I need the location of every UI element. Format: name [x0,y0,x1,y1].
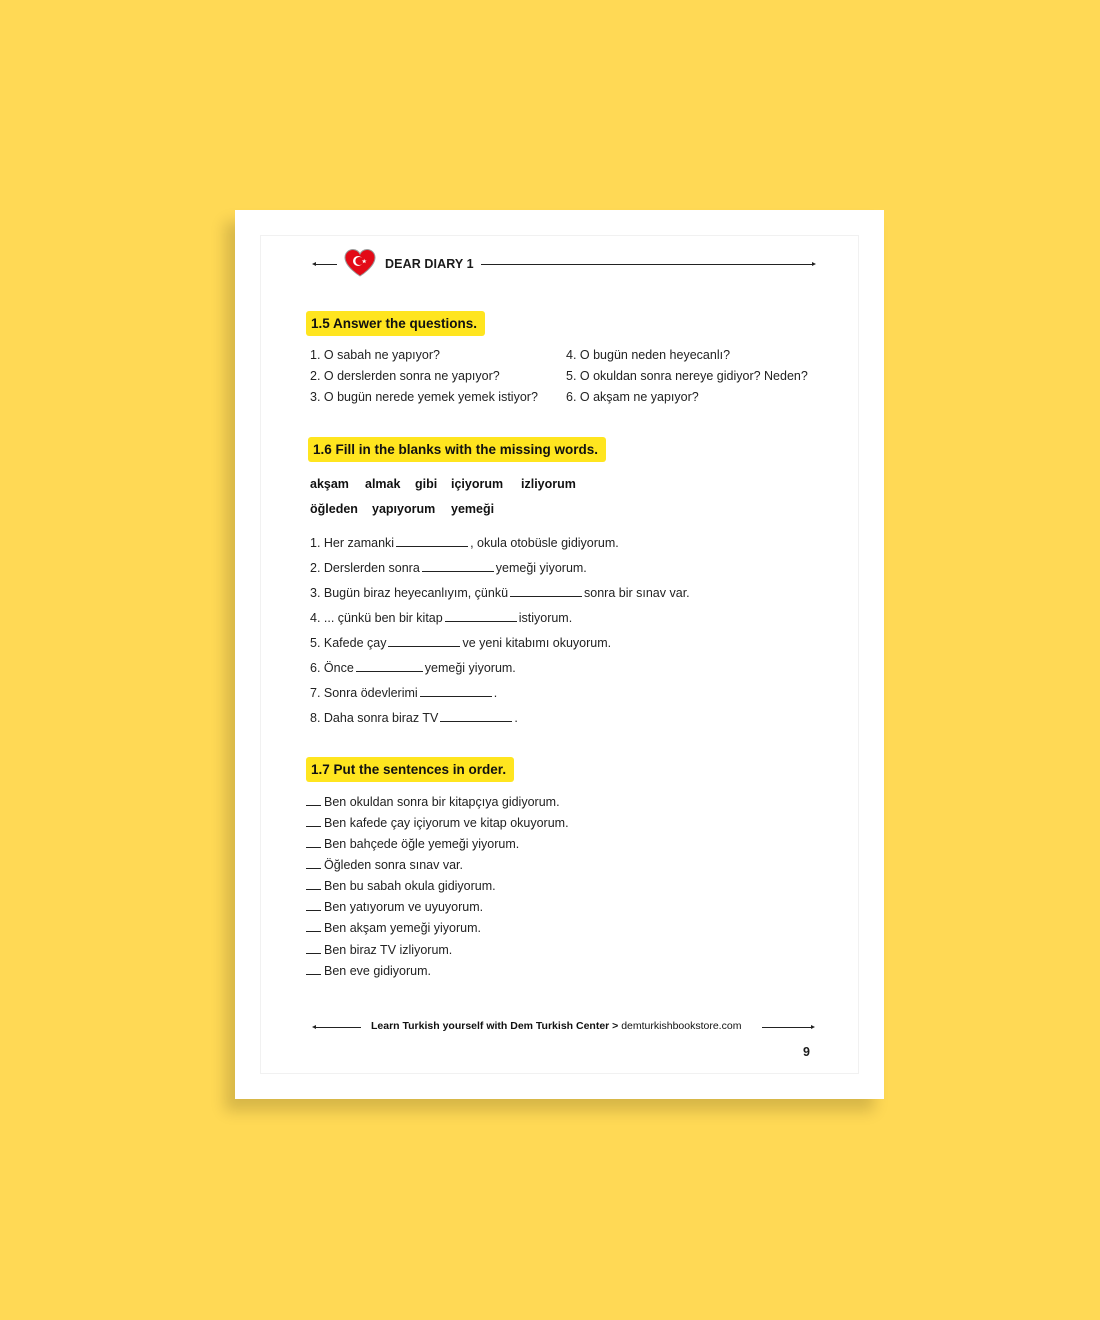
answer-blank[interactable] [356,671,423,672]
fill-sentence-6: 6. Önce yemeği yiyorum. [310,661,516,675]
order-blank[interactable] [306,868,321,869]
order-blank[interactable] [306,889,321,890]
fill-sentence-7: 7. Sonra ödevlerimi . [310,686,498,700]
order-sentence-2: Ben kafede çay içiyorum ve kitap okuyorum. [306,816,569,830]
section-1-5-title: 1.5 Answer the questions. [306,311,485,336]
page-number: 9 [803,1045,810,1059]
word-bank-item: yemeği [451,502,495,516]
fill-sentence-2: 2. Derslerden sonra yemeği yiyorum. [310,561,587,575]
question-6: 6. O akşam ne yapıyor? [566,390,699,404]
order-sentence-8: Ben biraz TV izliyorum. [306,943,452,957]
order-blank[interactable] [306,805,321,806]
order-sentence-6: Ben yatıyorum ve uyuyorum. [306,900,483,914]
word-bank-item: almak [365,477,401,491]
order-blank[interactable] [306,953,321,954]
document-title: DEAR DIARY 1 [385,257,474,271]
order-blank[interactable] [306,847,321,848]
answer-blank[interactable] [445,621,517,622]
order-sentence-5: Ben bu sabah okula gidiyorum. [306,879,496,893]
word-bank-item: izliyorum [521,477,576,491]
order-sentence-7: Ben akşam yemeği yiyorum. [306,921,481,935]
word-bank-item: gibi [415,477,438,491]
answer-blank[interactable] [396,546,468,547]
order-sentence-1: Ben okuldan sonra bir kitapçıya gidiyorum. [306,795,560,809]
fill-sentence-1: 1. Her zamanki , okula otobüsle gidiyorum. [310,536,619,550]
order-blank[interactable] [306,826,321,827]
word-bank-item: yapıyorum [372,502,436,516]
footer-text [371,1020,741,1032]
order-sentence-3: Ben bahçede öğle yemeği yiyorum. [306,837,519,851]
word-bank-item: akşam [310,477,349,491]
answer-blank[interactable] [388,646,460,647]
turkish-flag-heart-icon [343,248,377,278]
fill-sentence-5: 5. Kafede çay ve yeni kitabımı okuyorum. [310,636,612,650]
footer-link[interactable]: demturkishbookstore.com [621,1020,742,1032]
footer-rule-right [762,1027,812,1028]
footer-rule-left [315,1027,361,1028]
answer-blank[interactable] [420,696,492,697]
fill-sentence-4: 4. ... çünkü ben bir kitap istiyorum. [310,611,573,625]
answer-blank[interactable] [422,571,494,572]
order-blank[interactable] [306,931,321,932]
fill-sentence-8: 8. Daha sonra biraz TV . [310,711,518,725]
question-5: 5. O okuldan sonra nereye gidiyor? Neden? [566,369,808,383]
footer-tagline: Learn Turkish yourself with Dem Turkish Center > [371,1020,619,1032]
order-sentence-4: Öğleden sonra sınav var. [306,858,463,872]
question-1: 1. O sabah ne yapıyor? [310,348,440,362]
fill-sentence-3: 3. Bugün biraz heyecanlıyım, çünkü sonra bir sınav var. [310,586,690,600]
section-1-6-title: 1.6 Fill in the blanks with the missing words. [308,437,606,462]
order-sentence-9: Ben eve gidiyorum. [306,964,431,978]
question-3: 3. O bugün nerede yemek yemek istiyor? [310,390,538,404]
question-2: 2. O derslerden sonra ne yapıyor? [310,369,500,383]
word-bank-item: öğleden [310,502,358,516]
answer-blank[interactable] [440,721,512,722]
section-1-7-title: 1.7 Put the sentences in order. [306,757,514,782]
header-rule-left [315,264,337,265]
order-blank[interactable] [306,910,321,911]
answer-blank[interactable] [510,596,582,597]
word-bank-item: içiyorum [451,477,504,491]
question-4: 4. O bugün neden heyecanlı? [566,348,731,362]
order-blank[interactable] [306,974,321,975]
worksheet-page [235,210,884,1099]
header-rule-right [481,264,813,265]
